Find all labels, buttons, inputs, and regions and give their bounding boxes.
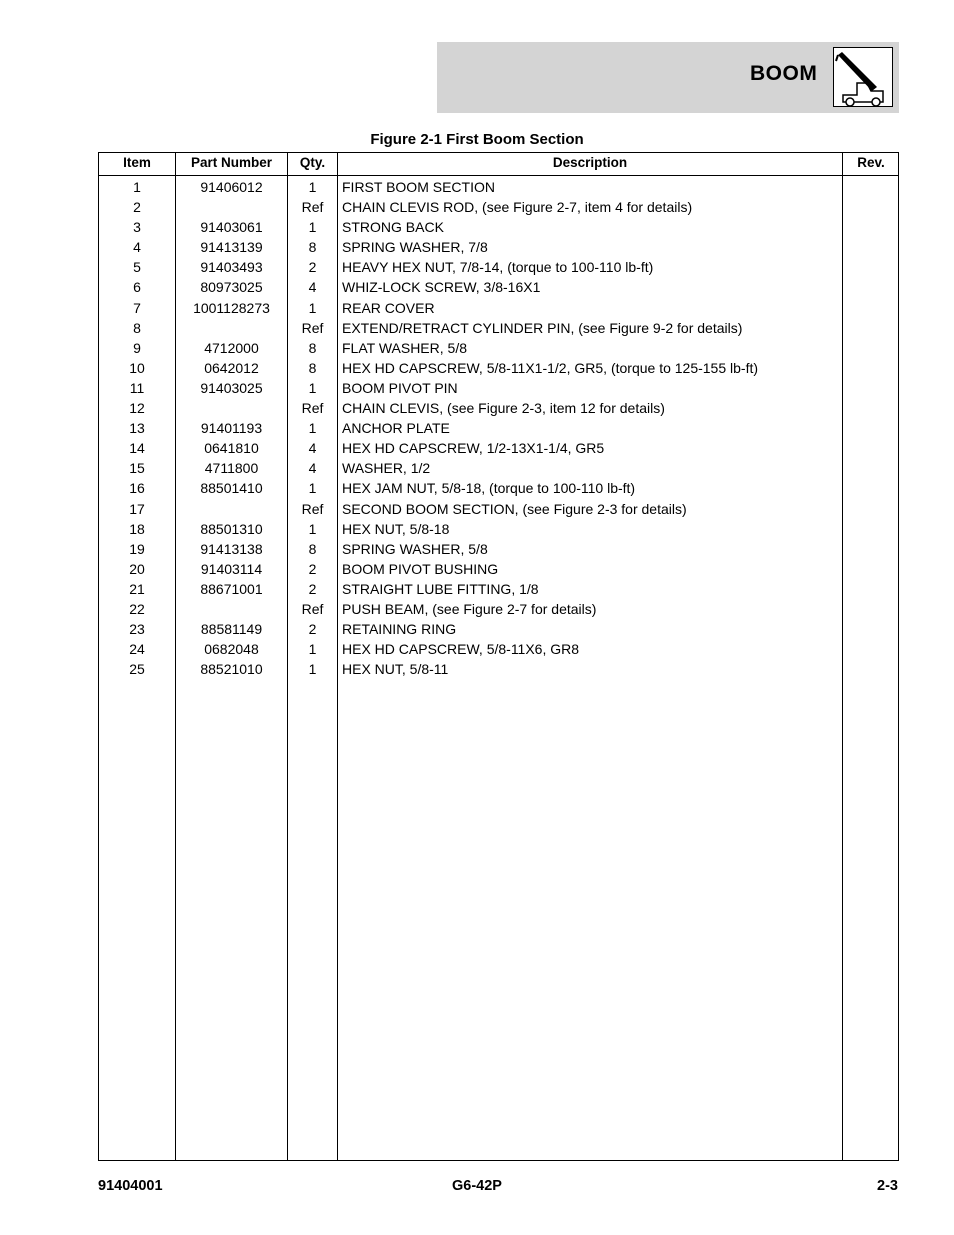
cell-item: 23 — [129, 621, 145, 638]
cell-qty: Ref — [301, 319, 324, 336]
cell-item: 10 — [129, 359, 145, 376]
cell-description: WHIZ-LOCK SCREW, 3/8-16X1 — [342, 279, 541, 296]
cell-part-number: 91403025 — [200, 379, 263, 396]
cell-item: 7 — [133, 299, 141, 316]
parts-table — [98, 152, 899, 1161]
cell-part-number: 91403493 — [200, 259, 263, 276]
cell-item: 14 — [129, 440, 145, 457]
cell-qty: Ref — [301, 500, 324, 517]
column-header-rev: Rev. — [857, 155, 885, 170]
table-row — [99, 659, 898, 679]
cell-qty: 4 — [308, 440, 317, 457]
cell-qty: 1 — [308, 299, 317, 316]
cell-item: 16 — [129, 480, 145, 497]
cell-item: 18 — [129, 520, 145, 537]
cell-qty: 1 — [308, 179, 317, 195]
cell-item: 5 — [133, 259, 141, 276]
cell-description: RETAINING RING — [342, 621, 457, 638]
cell-qty: 1 — [308, 379, 317, 396]
cell-description: PUSH BEAM, (see Figure 2-7 for details) — [342, 600, 597, 617]
cell-description: EXTEND/RETRACT CYLINDER PIN, (see Figure 9-2 for details) — [342, 319, 743, 336]
column-header-qty: Qty. — [299, 155, 326, 170]
table-row — [99, 197, 898, 217]
cell-part-number: 0682048 — [204, 641, 259, 658]
table-row — [99, 378, 898, 398]
cell-qty: 8 — [308, 339, 317, 356]
boom-telehandler-icon — [833, 47, 893, 107]
table-row — [99, 639, 898, 659]
table-row — [99, 458, 898, 478]
figure-title: Figure 2-1 First Boom Section — [370, 131, 584, 148]
cell-qty: 1 — [308, 219, 317, 236]
cell-qty: 8 — [308, 540, 317, 557]
cell-description: STRAIGHT LUBE FITTING, 1/8 — [342, 580, 539, 597]
column-header-description: Description — [552, 155, 628, 170]
column-header-item: Item — [123, 155, 151, 170]
cell-qty: 1 — [308, 661, 317, 678]
cell-item: 20 — [129, 560, 145, 577]
cell-item: 24 — [129, 641, 145, 658]
cell-part-number: 91406012 — [200, 179, 263, 195]
column-header-part-number: Part Number — [190, 155, 273, 170]
cell-part-number: 91401193 — [200, 420, 263, 437]
table-row — [99, 217, 898, 237]
cell-description: HEX HD CAPSCREW, 5/8-11X1-1/2, GR5, (torque to 125-155 lb-ft) — [342, 359, 759, 376]
section-header-band — [437, 42, 899, 113]
footer-page-number: 2-3 — [877, 1178, 898, 1194]
cell-description: ANCHOR PLATE — [342, 420, 450, 437]
cell-qty: 4 — [308, 460, 317, 477]
footer-model: G6-42P — [452, 1178, 502, 1194]
section-title: BOOM — [750, 62, 818, 85]
cell-qty: 1 — [308, 420, 317, 437]
cell-part-number: 88501310 — [200, 520, 263, 537]
cell-description: FIRST BOOM SECTION — [342, 179, 495, 195]
cell-item: 13 — [129, 420, 145, 437]
cell-qty: Ref — [301, 199, 324, 216]
cell-item: 4 — [133, 239, 141, 256]
table-row — [99, 277, 898, 297]
cell-qty: 2 — [308, 580, 317, 597]
cell-qty: Ref — [301, 600, 324, 617]
table-row — [99, 619, 898, 639]
cell-part-number: 0641810 — [204, 440, 259, 457]
cell-description: HEX NUT, 5/8-11 — [342, 661, 449, 678]
table-row — [99, 438, 898, 458]
cell-qty: Ref — [301, 400, 324, 417]
cell-part-number: 91403061 — [200, 219, 263, 236]
cell-item: 11 — [129, 379, 145, 396]
cell-part-number: 91413138 — [200, 540, 263, 557]
table-row — [99, 519, 898, 539]
cell-part-number: 91403114 — [200, 560, 263, 577]
cell-qty: 8 — [308, 239, 317, 256]
cell-description: SPRING WASHER, 5/8 — [342, 540, 488, 557]
cell-item: 15 — [129, 460, 145, 477]
cell-qty: 1 — [308, 641, 317, 658]
table-row — [99, 559, 898, 579]
cell-description: STRONG BACK — [342, 219, 444, 236]
cell-qty: 1 — [308, 520, 317, 537]
cell-part-number: 88521010 — [200, 661, 263, 678]
cell-part-number: 88581149 — [200, 621, 263, 638]
cell-part-number: 4712000 — [204, 339, 259, 356]
cell-description: SECOND BOOM SECTION, (see Figure 2-3 for details) — [342, 500, 687, 517]
cell-item: 1 — [133, 179, 141, 195]
table-row — [99, 499, 898, 519]
cell-description: CHAIN CLEVIS ROD, (see Figure 2-7, item 4 for details) — [342, 199, 693, 216]
table-row — [99, 358, 898, 378]
cell-item: 3 — [133, 219, 141, 236]
cell-qty: 2 — [308, 259, 317, 276]
cell-item: 21 — [129, 580, 145, 597]
cell-qty: 1 — [308, 480, 317, 497]
cell-description: FLAT WASHER, 5/8 — [342, 339, 467, 356]
cell-item: 19 — [129, 540, 145, 557]
cell-item: 9 — [133, 339, 141, 356]
table-row — [99, 539, 898, 559]
cell-description: BOOM PIVOT PIN — [342, 379, 458, 396]
cell-part-number: 0642012 — [204, 359, 259, 376]
cell-item: 25 — [129, 661, 145, 678]
cell-qty: 8 — [308, 359, 317, 376]
cell-qty: 2 — [308, 621, 317, 638]
table-row — [99, 177, 898, 197]
cell-description: HEAVY HEX NUT, 7/8-14, (torque to 100-110 lb-ft) — [342, 259, 654, 276]
cell-part-number: 88501410 — [200, 480, 263, 497]
table-row — [99, 398, 898, 418]
cell-qty: 2 — [308, 560, 317, 577]
cell-part-number: 88671001 — [200, 580, 263, 597]
cell-item: 2 — [133, 199, 141, 216]
cell-description: HEX HD CAPSCREW, 5/8-11X6, GR8 — [342, 641, 580, 658]
cell-qty: 4 — [308, 279, 317, 296]
cell-item: 12 — [129, 400, 145, 417]
cell-part-number: 4711800 — [204, 460, 259, 477]
cell-item: 17 — [129, 500, 145, 517]
table-row — [99, 338, 898, 358]
cell-description: CHAIN CLEVIS, (see Figure 2-3, item 12 for details) — [342, 400, 665, 417]
table-row — [99, 599, 898, 619]
cell-part-number: 80973025 — [200, 279, 263, 296]
cell-description: REAR COVER — [342, 299, 435, 316]
cell-description: BOOM PIVOT BUSHING — [342, 560, 499, 577]
cell-description: HEX NUT, 5/8-18 — [342, 520, 450, 537]
table-row — [99, 237, 898, 257]
table-row — [99, 579, 898, 599]
cell-item: 22 — [129, 600, 145, 617]
footer-document-number: 91404001 — [98, 1178, 163, 1194]
cell-description: WASHER, 1/2 — [342, 460, 431, 477]
cell-part-number: 1001128273 — [193, 299, 270, 316]
cell-item: 6 — [133, 279, 141, 296]
table-row — [99, 298, 898, 318]
cell-description: HEX HD CAPSCREW, 1/2-13X1-1/4, GR5 — [342, 440, 605, 457]
table-row — [99, 418, 898, 438]
cell-item: 8 — [133, 319, 141, 336]
table-row — [99, 478, 898, 498]
table-row — [99, 257, 898, 277]
cell-part-number: 91413139 — [200, 239, 263, 256]
table-row — [99, 318, 898, 338]
table-body — [99, 175, 898, 679]
cell-description: SPRING WASHER, 7/8 — [342, 239, 488, 256]
cell-description: HEX JAM NUT, 5/8-18, (torque to 100-110 lb-ft) — [342, 480, 636, 497]
